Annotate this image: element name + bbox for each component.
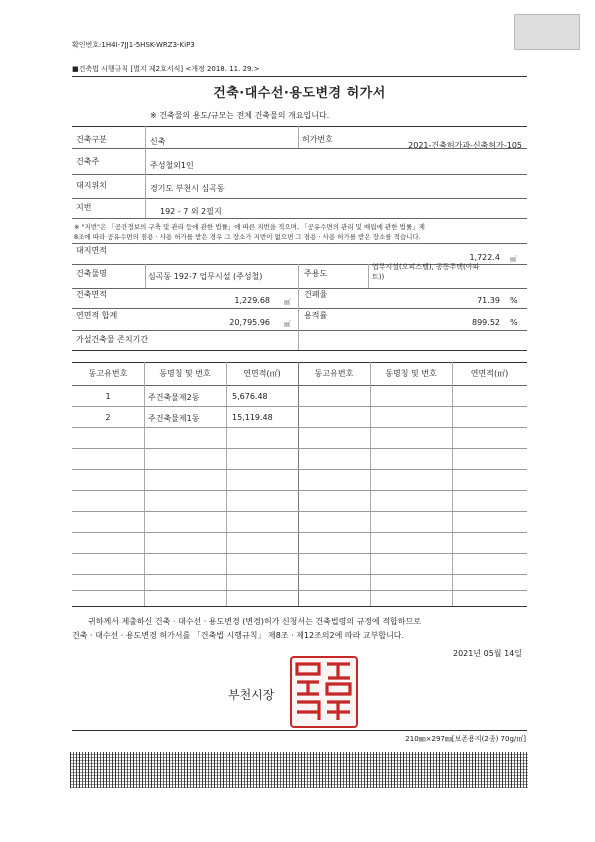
permit-no-label: 허가번호: [302, 135, 333, 144]
divider: [298, 126, 299, 148]
security-barcode: [70, 752, 528, 788]
footnote-line-2: 8조에 따라 공유수면의 점용 · 사용 허가를 받은 경우 그 장소가 지번이 없으면 그 점용 · 사용 허가를 받은 장소를 적습니다.: [74, 233, 421, 241]
row-rule: [72, 288, 527, 289]
divider: [298, 330, 299, 350]
lot-label: 지번: [76, 203, 92, 212]
table-cell-name: 주건축물제2동: [148, 393, 200, 402]
site-area-value: 1,722.4: [469, 253, 500, 262]
owner-label: 건축주: [76, 157, 100, 166]
building-area-value: 1,229.68: [234, 296, 270, 305]
row-rule: [72, 330, 527, 331]
closing-line-2: 건축 · 대수선 · 용도변경 허가서를 「건축법 시행규칙」 제8조 · 제12조의2에 따라 교부합니다.: [72, 631, 405, 640]
row-rule: [72, 308, 527, 309]
document-title: 건축·대수선·용도변경 허가서: [213, 86, 386, 101]
table-row-rule: [72, 590, 527, 591]
table-cell-area: 15,119.48: [232, 413, 273, 422]
confirm-number: 확인번호:1H4I-7JJ1-5HSK-WRZ3-KiP3: [72, 41, 195, 49]
site-area-label: 대지면적: [76, 246, 107, 255]
table-row-rule: [72, 490, 527, 491]
table-row-rule: [72, 448, 527, 449]
top-rule: [72, 76, 527, 77]
row-rule: [72, 243, 527, 244]
far-value: 899.52: [472, 318, 500, 327]
table-header: 연면적(㎡): [243, 369, 281, 378]
issue-date: 2021년 05월 14일: [453, 649, 522, 658]
row-rule: [72, 218, 527, 219]
bottom-rule: [72, 730, 527, 731]
seal-pattern-icon: [292, 658, 356, 726]
coverage-unit: %: [510, 296, 518, 305]
table-header: 동명칭 및 번호: [159, 369, 211, 378]
official-seal: [290, 656, 358, 728]
issuer-name: 부천시장: [228, 688, 275, 702]
footnote-line-1: ※ "지번"은 「공간정보의 구축 및 관리 등에 관한 법률」에 따른 지번을 적으며, 「공유수면의 관리 및 매립에 관한 법률」제: [74, 223, 425, 231]
table-header-rule: [72, 385, 527, 386]
paper-spec: 210㎜×297㎜[보존용지(2종) 70g/㎡]: [405, 735, 526, 743]
table-header: 연면적(㎡): [470, 369, 509, 378]
table-row-rule: [72, 553, 527, 554]
lot-value: 192 - 7 외 2필지: [160, 207, 222, 216]
divider: [298, 264, 299, 288]
total-floor-value: 20,795.96: [229, 318, 270, 327]
main-use-label: 주용도: [304, 269, 328, 278]
table-divider: [298, 362, 299, 606]
table-divider: [452, 362, 453, 606]
table-cell-no: 2: [105, 413, 111, 422]
divider: [145, 264, 146, 288]
far-unit: %: [510, 318, 518, 327]
table-divider: [144, 362, 145, 606]
divider: [145, 148, 146, 174]
site-area-unit: ㎡: [510, 255, 517, 263]
table-row-rule: [72, 511, 527, 512]
coverage-value: 71.39: [477, 296, 500, 305]
table-row-rule: [72, 469, 527, 470]
info-bottom-rule: [72, 350, 527, 351]
table-row-rule: [72, 427, 527, 428]
divider: [298, 288, 299, 308]
row-rule: [72, 198, 527, 199]
table-header: 동고유번호: [88, 369, 128, 378]
scope-note: ※ 건축물의 용도/규모는 전체 건축물의 개요입니다.: [150, 111, 330, 120]
table-header: 동고유번호: [314, 369, 354, 378]
permit-no-value: 2021-건축허가과-신축허가-105: [408, 141, 522, 150]
coverage-label: 건폐율: [304, 290, 328, 299]
building-area-label: 건축면적: [76, 290, 107, 299]
divider: [298, 308, 299, 330]
regulation-text: ■건축법 시행규칙 [별지 제2호서식] <개정 2018. 11. 29.>: [72, 65, 260, 73]
row-rule: [72, 174, 527, 175]
building-name-label: 건축물명: [76, 269, 107, 278]
row-rule: [72, 148, 527, 149]
divider: [368, 264, 369, 288]
main-use-value-1: 업무시설(오피스텔), 공동주택(아파: [372, 263, 480, 271]
divider: [145, 126, 146, 148]
table-cell-area: 5,676.48: [232, 392, 268, 401]
building-area-unit: ㎡: [284, 298, 291, 306]
table-cell-name: 주건축물제1동: [148, 414, 200, 423]
location-label: 대지위치: [76, 181, 107, 190]
table-bottom-rule: [72, 606, 527, 607]
divider: [145, 174, 146, 198]
divider: [145, 198, 146, 218]
table-divider: [370, 362, 371, 606]
table-row-rule: [72, 574, 527, 575]
temp-building-label: 가설건축물 존치기간: [76, 335, 149, 344]
logo-stamp: [514, 14, 580, 50]
owner-value: 주성철외1인: [150, 161, 194, 170]
far-label: 용적률: [304, 311, 328, 320]
table-divider: [226, 362, 227, 606]
type-label: 건축구분: [76, 135, 107, 144]
info-top-rule: [72, 126, 527, 127]
table-row-rule: [72, 532, 527, 533]
table-row-rule: [72, 406, 527, 407]
table-header: 동명칭 및 번호: [385, 369, 437, 378]
total-floor-unit: ㎡: [284, 320, 291, 328]
location-value: 경기도 부천시 심곡동: [150, 184, 225, 193]
table-cell-no: 1: [105, 392, 111, 401]
closing-line-1: 귀하께서 제출하신 건축 · 대수선 · 용도변경 (변경)허가 신청서는 건축법령의 규정에 적합하므로: [88, 617, 421, 626]
building-name-value: 심곡동 192-7 업무시설 (주성철): [148, 272, 263, 281]
table-top-rule: [72, 362, 527, 363]
total-floor-label: 연면적 합계: [76, 311, 118, 320]
main-use-value-2: 트)): [372, 273, 385, 281]
type-value: 신축: [150, 137, 166, 146]
